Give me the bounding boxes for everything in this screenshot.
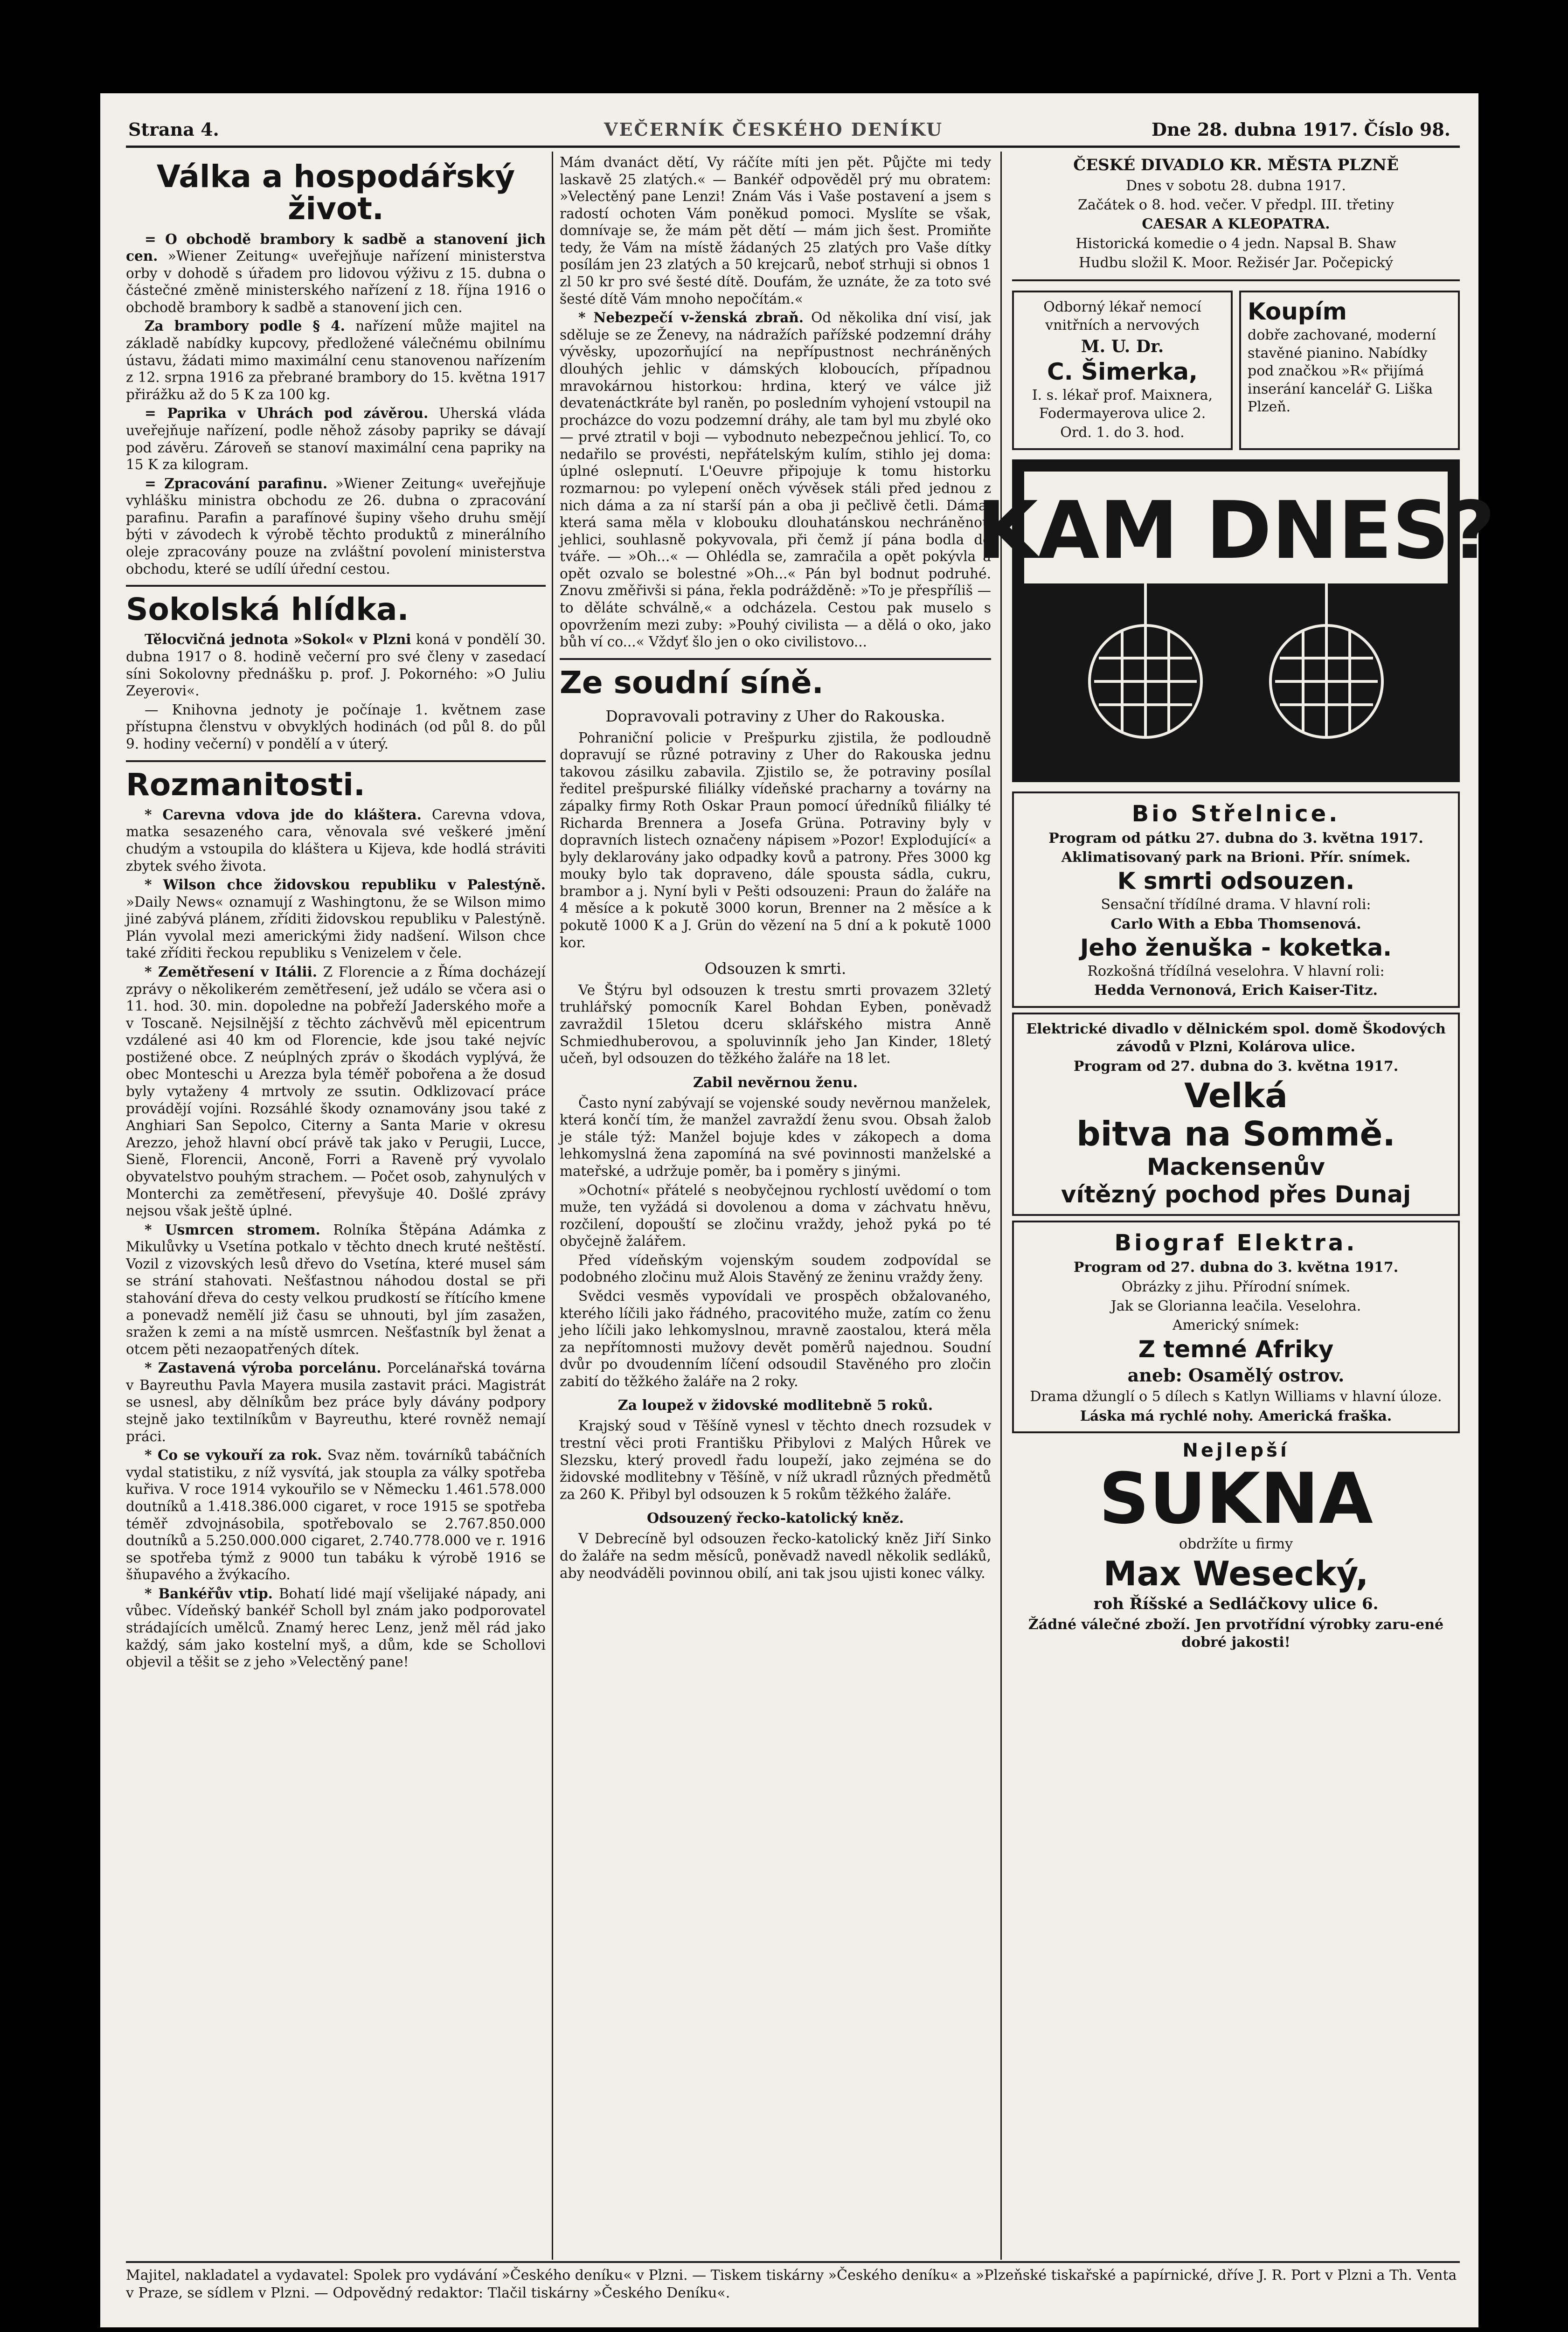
sukna-pre: Nejlepší xyxy=(1182,1440,1290,1462)
small-ads-row xyxy=(1012,286,1460,454)
column-rule-1 xyxy=(552,152,553,2260)
column-1 xyxy=(126,154,546,2257)
war-lead-1: = O obchodě brambory k sadbě a stanovení jich cen. xyxy=(126,230,546,264)
theatre-title: ČESKÉ DIVADLO KR. MĚSTA PLZNĚ xyxy=(1073,156,1399,174)
masthead: VEČERNÍK ČESKÉHO DENÍKU xyxy=(604,119,944,140)
sukna-ad xyxy=(1012,1440,1460,1652)
kam-dnes-ad xyxy=(976,459,1496,782)
wilson-text: »Daily News« oznamují z Washingtonu, že se Wilson mimo jiné zabývá plánem, zříditi židovskou republiku v Palestýně. Plán vyvolal mezi americkými židy nadšení. Wilson chce také zříditi řeckou republiku s Venizelem v čele. xyxy=(126,894,546,961)
electric-theatre-ad xyxy=(1012,1013,1460,1216)
electric-film-2a: Mackensenův xyxy=(1146,1153,1325,1181)
court-4-text: Krajský soud v Těšíně vynesl v těchto dnech rozsudek v trestní věci proti Františku Přibylovi z Malých Hůrek ve Slezsku, který provedl řadu loupeží, jako zejména se do židovské modlitebny v Těšíně, v níž ukradl různých předmětů za 260 K. Přibyl byl odsouzen k 5 rokům těžkého žaláře. xyxy=(560,1418,991,1502)
war-lead-2: Za brambory podle § 4. xyxy=(145,318,345,334)
doctor-ad xyxy=(1012,291,1233,450)
theatre-music: Hudbu složil K. Moor. Režisér Jar. Počepický xyxy=(1079,255,1393,271)
piano-title: Koupím xyxy=(1248,298,1347,326)
danger-lead: * Nebezpečí v-ženská zbraň. xyxy=(578,309,804,326)
bio-film-3-desc: Rozkošná třídílná veselohra. V hlavní roli: xyxy=(1087,963,1385,980)
theatre-author: Historická komedie o 4 jedn. Napsal B. Shaw xyxy=(1075,235,1396,252)
war-text-3: Uherská vláda uveřejňuje nařízení, podle něhož zásoby papriky se dávají pod závěru. Zároveň se stanoví maximální cena papriky na 15 K za kilogram. xyxy=(126,405,546,473)
electric-program: Program od 27. dubna do 3. května 1917. xyxy=(1073,1058,1399,1075)
electric-film-1b: bitva na Sommě. xyxy=(1076,1114,1395,1153)
bio-film-2-cast: Carlo With a Ebba Thomsenová. xyxy=(1110,916,1361,932)
court-1-text: Pohraniční policie v Prešpurku zjistila, že podloudně dopravují se různé potraviny z Uher do Rakouska jednu takovou zásilku zabavila. Zjistilo se, že potraviny posílal ředitel prešpurské filiálky vídeňské pracharny a továrny na zápalky firmy Roth Oskar Praun pomocí úředníků filiálky té Richarda Brennera a Josefa Grüna. Potraviny byly v dopravních listech označeny nápisem »Pozor! Explodující« a byly deklarovány jako odpadky kovů a patrony. Přes 3000 kg mouky bylo tak dopraveno, dále spousta sádla, cukru, brambor a j. Nyní byli v Pešti odsouzeni: Praun do žaláře na 4 měsíce a k pokutě 3000 korun, Brenner na 2 měsíce a k pokutě 1000 K a J. Grün do vězení na 5 dní a k pokutě 1000 kor. xyxy=(560,729,991,951)
doctor-address: I. s. lékař prof. Maixnera, Fodermayerova ulice 2. xyxy=(1032,387,1213,422)
kam-dnes-text: KAM DNES? xyxy=(976,484,1496,577)
banker-letter: Mám dvanáct dětí, Vy ráčíte míti jen pět. Půjčte mi tedy laskavě 25 zlatých.« — Bankéř odpověděl prý mu obratem: »Velectěný pane Lenzi! Znám Vás i Vaše postavení a jsem s radostí ochoten Vám poněkud pomoci. Myslíte se však, domnívaje se, že mám pět dětí — mám jich šest. Promiňte tedy, že Vám na místě žádaných 25 zlatých pro Vaše dítky posílám jen 23 zlatých a 50 krejcarů, neboť strhuji si obnos 1 zl 50 kr pro své šesté dítě. Doufám, že uznáte, že za toto své šesté dítě Vám mnoho nepočítám.« xyxy=(560,154,991,307)
doctor-title: M. U. Dr. xyxy=(1081,337,1164,357)
court-2-title: Odsouzen k smrti. xyxy=(704,959,846,978)
court-5-title: Odsouzený řecko-katolický kněz. xyxy=(646,1510,904,1527)
quake-text: Z Florencie a z Říma docházejí zprávy o několikerém zemětřesení, jež událo se včera asi o 11. hod. 30. min. dopoledne na pobřeží Jaderského moře a v Toscaně. Nejsilnější z těchto záchvěvů měl epicentrum vzdálené asi 40 km od Florencie, kde jsou také nejvíc postižené obce. Z neúplných zpráv o škodách vyplývá, že obec Monteschi u Arezza byla téměř pobořena a že dosud byly vytaženy 4 mrtvoly ze ssutin. Odklizovací práce provádějí vojíni. Rozsáhlé škody oznamovány jsou také z Anghiari San Sepolco, Citerny a Santa Marie v okresu Arezzo, jehož hlavní obcí právě tak jako v Perugii, Lucce, Sieně, Florencii, Anconě, Forri a Raveně prý vyvolalo obyvatelstvo pouhým strachem. — Počet osob, zahynulých v Monterchi za zemětřesení, převyšuje 40. Došlé zprávy nejsou však ještě úplné. xyxy=(126,964,546,1219)
court-3-text-a: Často nyní zabývají se vojenské soudy nevěrnou manželek, která končí tím, že manžel zavraždí ženu svou. Obsah žalob je stále týž: Manžel bojuje kdes v zákopech a doma lehkomyslná žena zapomíná na své povinnosti manželské a mateřské, a udržuje poměr, ba i poměry s jinými. xyxy=(560,1095,991,1179)
elektra-film-1: Obrázky z jihu. Přírodní snímek. xyxy=(1121,1278,1351,1295)
lamp-right-icon xyxy=(1270,583,1382,737)
bio-strelnice-ad xyxy=(1012,791,1460,1008)
column-rule-2 xyxy=(1000,152,1002,2260)
war-lead-4: = Zpracování parafinu. xyxy=(145,475,328,492)
elektra-film-4: Láska má rychlé nohy. Americká fraška. xyxy=(1080,1408,1392,1424)
biograf-elektra-ad xyxy=(1012,1221,1460,1433)
tobacco-text: Svaz něm. továrníků tabáčních vydal statistiku, z níž vysvítá, jak stoupla za války spotřeba kuřiva. V roce 1914 vykouřilo se v Německu 1.461.578.000 doutníků a 1.418.386.000 cigaret, v roce 1915 se spotřeba téměř zdvojnásobila, spotřebovalo se 2.767.850.000 doutníků a 5.250.000.000 cigaret, 2.740.778.000 ve r. 1916 se spotřeba týmž z 9000 tun tabáku k výrobě 1916 se šňupavého a žvýkacího. xyxy=(126,1447,546,1583)
court-3-text-c: Před vídeňským vojenským soudem zodpovídal se podobného zločinu muž Alois Stavěný ze ženinu vraždy ženy. xyxy=(560,1252,991,1285)
header-rule xyxy=(126,146,1460,148)
elektra-label: Americký snímek: xyxy=(1172,1317,1300,1334)
carevna-lead: * Carevna vdova jde do kláštera. xyxy=(145,806,422,823)
theatre-start: Začátek o 8. hod. večer. V předpl. III. třetiny xyxy=(1077,196,1394,213)
misc-heading: Rozmanitosti. xyxy=(126,766,365,803)
kam-dnes-artwork xyxy=(976,462,1496,774)
column-2 xyxy=(560,154,991,2257)
doctor-name: C. Šimerka, xyxy=(1047,358,1198,386)
elektra-film-2: Jak se Glorianna leačila. Veselohra. xyxy=(1110,1298,1361,1314)
elektra-title: Biograf Elektra. xyxy=(1114,1230,1358,1256)
sokol-text-2: — Knihovna jednoty je počínaje 1. květnem zase přístupna členstvu v obvyklých hodinách (od půl 8. do půl 9. hodiny večerní) v pondělí a v úterý. xyxy=(126,701,546,752)
court-3-text-b: »Ochotní« přátelé s neobyčejnou rychlostí uvědomí o tom muže, ten vyžádá si dovolenou a doma v záchvatu hněvu, rozčilení, dopouští se zločinu vraždy, jehož pyká po té obyčejně žalářem. xyxy=(560,1182,991,1249)
doctor-specialty: Odborný lékař nemocí vnitřních a nervových xyxy=(1043,299,1201,333)
section-divider xyxy=(126,585,546,587)
war-economy-heading: Válka a hospodářský život. xyxy=(156,159,515,227)
sukna-firm: Max Wesecký, xyxy=(1103,1554,1369,1593)
page-number: Strana 4. xyxy=(128,119,219,140)
usmrcen-text: Rolníka Štěpána Adámka z Mikulůvky u Vsetína potkalo v těchto dnech kruté neštěstí. Vozil z vizovských lesů dřevo do Vsetína, které musel sám se strání stahovati. Nešťastnou náhodou dostal se při stahování dřeva do cesty velkou prudkostí se řítícího kmene a ponevadž nemělí již času se uhnouti, byl jím zasažen, sražen k zemi a na místě usmrcen. Nešťastník byl ženat a otcem pěti nezaopatřených dítek. xyxy=(126,1222,546,1357)
bio-film-2-desc: Sensační třídílné drama. V hlavní roli: xyxy=(1101,896,1371,913)
sokol-lead: Tělocvičná jednota »Sokol« v Plzni xyxy=(145,631,411,648)
court-1-title: Dopravovali potraviny z Uher do Rakouska. xyxy=(605,707,945,726)
sukna-address: roh Říšské a Sedláčkovy ulice 6. xyxy=(1093,1595,1379,1614)
court-4-title: Za loupež v židovské modlitebně 5 roků. xyxy=(617,1397,933,1414)
section-divider xyxy=(1012,279,1460,281)
court-5-text: V Debrecíně byl odsouzen řecko-katolický kněz Jiří Sinko do žaláře na sedm měsíců, poněvadž navedl několik sedláků, aby neodváděli povinnou obilí, ani tak jsou ujisti konec války. xyxy=(560,1531,991,1581)
sokol-heading: Sokolská hlídka. xyxy=(126,591,409,628)
bio-film-3: Jeho ženuška - koketka. xyxy=(1080,934,1392,962)
electric-film-2b: vítězný pochod přes Dunaj xyxy=(1061,1181,1411,1208)
carevna-text: Carevna vdova, matka sesazeného cara, věnovala své veškeré jmění chudým a vstoupila do kláštera u Kijeva, kde hodlá stráviti zbytek svého života. xyxy=(126,806,546,874)
section-divider xyxy=(560,658,991,660)
danger-text: Od několika dní visí, jak sděluje se ze Ženevy, na nádražích pařížské podzemní dráhy vývěsky, upozorňující na nepřípustnost nechráněných dlouhých jehlic v dámských kloboucích, případnou mravokárnou historkou: hrdina, který ve válce již devatenáctkráte byl raněn, po posledním vyhojení vstoupil na procházce do vozu podzemní dráhy, ale tam byl mu zbylé oko — prvé ztratil v boji — vybodnuto nebezpečnou jehlicí. To, co nedařilo se provésti, nepřátelským kulím, stihlo jej doma: úplné oslepnutí. L'Oeuvre připojuje k tomu historku rozmarnou: po vylepení oněch vývěsek stáli před jednou z nich dáma a za ní starší pán a oba ji pečlivě četli. Dáma, která sama měla v klobouku dlouhatánskou nechráněnou jehlici, souhlasně pokyvovala, při čemž jí pána bodla do tváře. — »Oh...« — Ohlédla se, zamračila a opět pokývla a opět ozvalo se bolestné »Oh...« Pán byl bodnut podruhé. Znovu změřivši si pána, řekla podrážděně: »To je přespříliš — to děláte schválně,« a odcházela. Cestou pak muselo s opovržením mezi zuby: »Pouhý civilista — a dělá o oko, jako bůh ví co...« Vždyť šlo jen o oko civilistovo... xyxy=(560,310,991,650)
sukna-note: Žádné válečné zboží. Jen prvotřídní výrobky zaru-ené dobré jakosti! xyxy=(1028,1616,1444,1651)
newspaper-page xyxy=(100,93,1496,2327)
bio-program: Program od pátku 27. dubna do 3. května 1917. xyxy=(1048,830,1423,847)
banker-lead: * Bankéřův vtip. xyxy=(145,1585,273,1602)
doctor-hours: Ord. 1. do 3. hod. xyxy=(1060,424,1185,441)
piano-text: dobře zachované, moderní stavěné pianino. Nabídky pod značkou »R« přijímá inserání kancelář G. Liška Plzeň. xyxy=(1248,327,1436,416)
court-3-text-d: Svědci vesměs vypovídali ve prospěch obžalovaného, kterého líčili jako řádného, pracovitého muže, zatím co ženu jeho líčili jako lehkomyslnou, mravně zaostalou, která měla za nepřítomnosti mužovy devět poměrů najednou. Soudní dvůr po dvoudenním líčení odsoudil Stavěného pro zločin zabití do těžkého žaláře na 2 roky. xyxy=(560,1288,991,1389)
elektra-film-3-desc: Drama džunglí o 5 dílech s Katlyn Williams v hlavní úloze. xyxy=(1030,1388,1442,1405)
banker-text: Bohatí lidé mají všelijaké nápady, ani vůbec. Vídeňský bankéř Scholl byl znám jako podporovatel strádajících umělců. Znamý herec Lenz, jenž měl rád jako každý, sám jako kostelní myš, a dům, kde se Schollovi objevil a těšit se z jeho »Velectěný pane! xyxy=(126,1585,546,1670)
elektra-program: Program od 27. dubna do 3. května 1917. xyxy=(1073,1259,1399,1276)
bio-film-2: K smrti odsouzen. xyxy=(1117,868,1355,895)
quake-lead: * Zemětřesení v Itálii. xyxy=(145,964,318,980)
court-3-title: Zabil nevěrnou ženu. xyxy=(693,1074,858,1091)
bio-title: Bio Střelnice. xyxy=(1131,800,1340,827)
usmrcen-lead: * Usmrcen stromem. xyxy=(145,1221,320,1238)
war-text-4: »Wiener Zeitung« uveřejňuje vyhlášku ministra obchodu ze 26. dubna o zpracování parafinu. Parafin a parafínové šupiny všeho druhu smějí býti v závodech k výrobě těchto produktů z minerálního oleje zpracovány pouze na zvláštní povolení ministerstva obchodu, které se udílí úřední cestou. xyxy=(126,475,546,577)
imprint-footer: Majitel, nakladatel a vydavatel: Spolek pro vydávání »Českého deníku« v Plzni. — Tiskem tiskárny »Českého deníku« a »Plzeňské tiskařské a papírnické, dříve J. R. Port v Plzni a Th. Venta v Praze, se sídlem v Plzni. — Odpovědný redaktor: Tlačil tiskárny »Českého Deníku«. xyxy=(126,2267,1457,2301)
piano-ad xyxy=(1239,291,1460,450)
electric-film-1a: Velká xyxy=(1184,1076,1288,1116)
wilson-lead: * Wilson chce židovskou republiku v Palestýně. xyxy=(145,876,546,893)
war-text-1: »Wiener Zeitung« uveřejňuje nařízení ministerstva orby v dohodě s úřadem pro lidovou výživu z 15. dubna o částečné změně ministerského nařízení z 18. října 1916 o obchodě brambory k sadbě a stanovení jich cen. xyxy=(126,248,546,315)
section-divider xyxy=(126,760,546,762)
lamp-left-icon xyxy=(1089,583,1201,737)
bio-film-1: Aklimatisovaný park na Brioni. Přír. snímek. xyxy=(1061,849,1411,866)
war-lead-3: = Paprika v Uhrách pod závěrou. xyxy=(145,405,429,422)
theatre-ad xyxy=(1012,155,1460,272)
column-3 xyxy=(976,154,1496,2257)
sukna-text: obdržíte u firmy xyxy=(1179,1536,1293,1553)
elektra-film-3-sub: aneb: Osamělý ostrov. xyxy=(1127,1364,1345,1386)
bio-film-3-cast: Hedda Vernonová, Erich Kaiser-Titz. xyxy=(1094,982,1378,999)
sukna-title: SUKNA xyxy=(1099,1458,1373,1540)
tobacco-lead: * Co se vykouří za rok. xyxy=(145,1447,322,1464)
war-text-2: nařízení může majitel na základě nabídky kupcovy, předložené válečnému obilnímu ústavu, žádati mimo maximální cenu stanovenou nařízením z 12. srpna 1916 za přebrané brambory do 15. května 1917 přirážku až do 5 K za 100 kg. xyxy=(126,318,546,403)
court-2-text: Ve Štýru byl odsouzen k trestu smrti provazem 32letý truhlářský pomocník Karel Bohdan Eyben, poněvadž zavraždil 15letou dceru sklářského mistra Anně Schmiedhuberovou, a spoluvinník jeho Jan Kinder, 18letý učeň, byl odsouzen do těžkého žaláře na 18 let. xyxy=(560,982,991,1067)
elektra-film-3: Z temné Afriky xyxy=(1138,1335,1334,1363)
court-heading: Ze soudní síně. xyxy=(560,664,824,701)
porcelan-text: Porcelánařská továrna v Bayreuthu Pavla Mayera musila zastavit práci. Magistrát se usnesl, aby dělníkům bez práce byly dávány podpory stejně jako textilníkům v Bayreuthu, které rovněž nemají práci. xyxy=(126,1360,546,1444)
theatre-date: Dnes v sobotu 28. dubna 1917. xyxy=(1126,177,1346,194)
issue-date: Dne 28. dubna 1917. Číslo 98. xyxy=(1152,119,1450,140)
footer-rule xyxy=(126,2261,1460,2263)
porcelan-lead: * Zastavená výroba porcelánu. xyxy=(145,1360,382,1376)
theatre-play: CAESAR A KLEOPATRA. xyxy=(1142,216,1330,233)
sokol-text-1: koná v pondělí 30. dubna 1917 o 8. hodině večerní pro své členy v zasedací síni Sokolovny přednášku p. prof. J. Pokorného: »O Juliu Zeyerovi«. xyxy=(126,632,546,699)
electric-heading: Elektrické divadlo v dělnickém spol. domě Škodových závodů v Plzni, Kolárova ulice. xyxy=(1026,1020,1446,1055)
